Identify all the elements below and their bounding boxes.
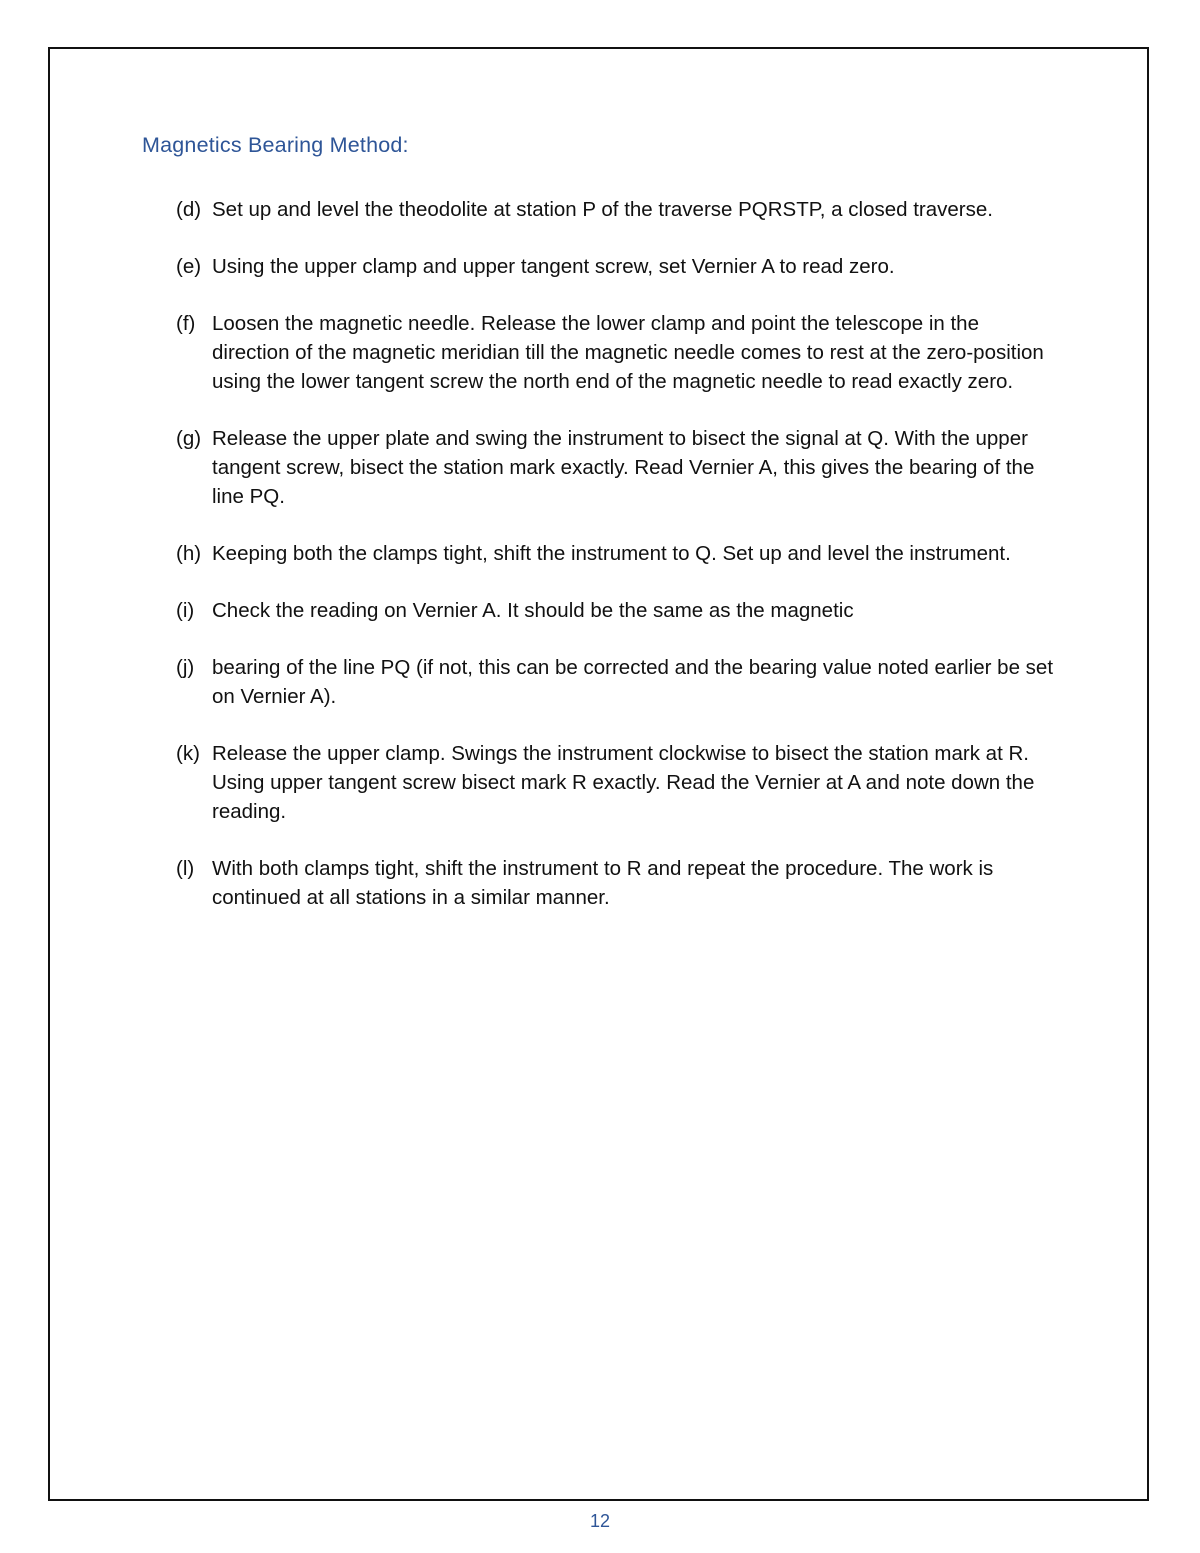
step-marker: (j) — [176, 656, 195, 679]
page-number: 12 — [589, 1511, 611, 1531]
step-j — [176, 653, 1061, 711]
step-d — [176, 195, 1061, 224]
step-marker: (i) — [176, 599, 195, 622]
step-g — [176, 424, 1061, 511]
step-text: Keeping both the clamps tight, shift the instrument to Q. Set up and level the instrument. — [212, 542, 1011, 565]
step-marker: (g) — [176, 427, 202, 450]
procedure-steps — [176, 195, 1061, 940]
step-text: Check the reading on Vernier A. It should be the same as the magnetic — [212, 599, 854, 622]
step-marker: (d) — [176, 198, 202, 221]
step-text: Release the upper plate and swing the instrument to bisect the signal at Q. With the upper tangent screw, bisect the station mark exactly. Read Vernier A, this gives the bearing of the line PQ. — [212, 427, 1035, 508]
step-h — [176, 539, 1061, 568]
step-marker: (k) — [176, 742, 200, 765]
step-marker: (f) — [176, 312, 196, 335]
step-i — [176, 596, 1061, 625]
step-text: Loosen the magnetic needle. Release the lower clamp and point the telescope in the direction of the magnetic meridian till the magnetic needle comes to rest at the zero-position using the lower tangent screw the north end of the magnetic needle to read exactly zero. — [212, 312, 1044, 393]
section-heading: Magnetics Bearing Method: — [142, 133, 409, 157]
step-text: With both clamps tight, shift the instrument to R and repeat the procedure. The work is continued at all stations in a similar manner. — [212, 857, 994, 909]
step-f — [176, 309, 1061, 396]
step-text: Release the upper clamp. Swings the instrument clockwise to bisect the station mark at R. Using upper tangent screw bisect mark R exactly. Read the Vernier at A and note down the reading. — [212, 742, 1035, 823]
step-text: Using the upper clamp and upper tangent screw, set Vernier A to read zero. — [212, 255, 895, 278]
step-text: bearing of the line PQ (if not, this can be corrected and the bearing value noted earlier be set on Vernier A). — [212, 656, 1054, 708]
step-marker: (e) — [176, 255, 202, 278]
step-k — [176, 739, 1061, 826]
step-e — [176, 252, 1061, 281]
step-marker: (h) — [176, 542, 202, 565]
step-text: Set up and level the theodolite at station P of the traverse PQRSTP, a closed traverse. — [212, 198, 993, 221]
step-l — [176, 854, 1061, 912]
step-marker: (l) — [176, 857, 195, 880]
